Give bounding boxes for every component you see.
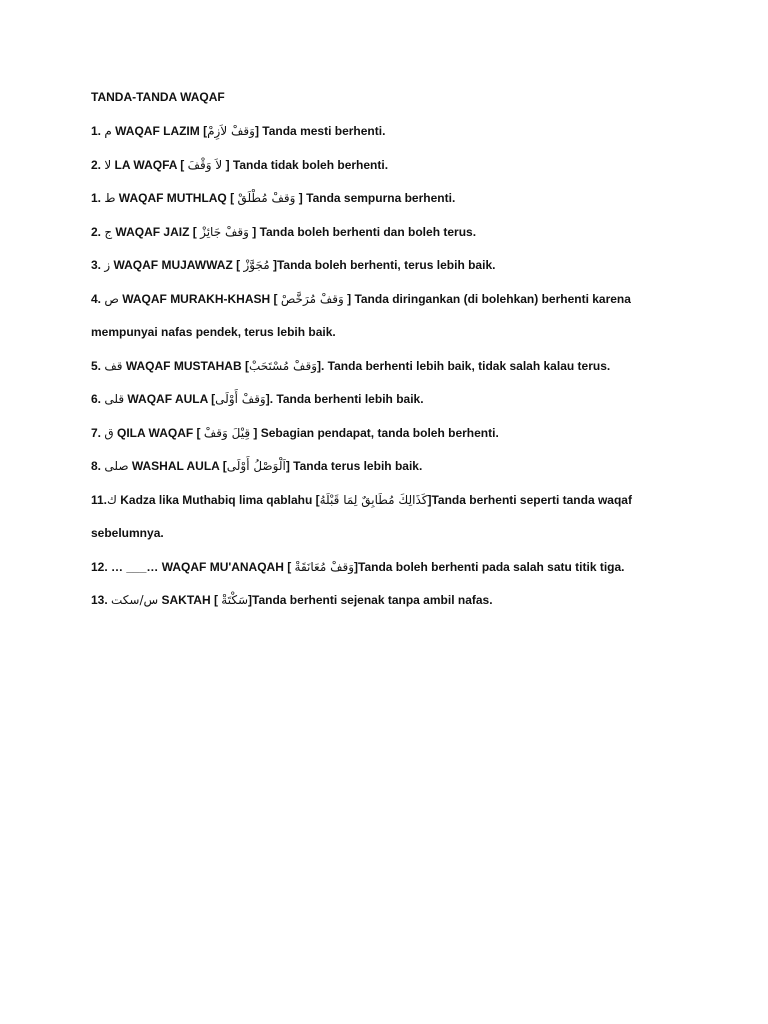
waqaf-line <box>91 122 691 140</box>
waqaf-description: ]Tanda berhenti seperti tanda waqaf <box>427 492 632 507</box>
waqaf-description: ]. Tanda berhenti lebih baik. <box>265 392 424 406</box>
line-number: 2. <box>91 224 105 239</box>
line-number: 12. <box>91 559 112 574</box>
waqaf-sign: س/سكت <box>111 593 159 607</box>
waqaf-description: ] Sebagian pendapat, tanda boleh berhenti. <box>250 425 499 440</box>
waqaf-name: WAQAF MURAKH-KHASH [ <box>118 291 281 306</box>
waqaf-arabic: وَقفْ مُعَانَقَةْ <box>294 559 355 574</box>
waqaf-name: LA WAQFA [ <box>111 157 188 172</box>
waqaf-arabic: اَلْوَصْلُ أَوْلَى <box>226 459 286 473</box>
line-number: 3. <box>91 258 105 272</box>
waqaf-sign: قلى <box>104 392 125 406</box>
waqaf-line <box>91 323 691 341</box>
waqaf-arabic: وَقفْ لاَزِمْ <box>207 124 255 138</box>
waqaf-line <box>91 189 691 207</box>
waqaf-arabic: وَقفْ جَائِزْ <box>200 224 249 239</box>
waqaf-line <box>91 256 691 274</box>
waqaf-name: WASHAL AULA [ <box>128 459 227 473</box>
document-body <box>91 88 691 625</box>
waqaf-name: WAQAF MUTHLAQ [ <box>115 191 238 205</box>
waqaf-description: ] Tanda diringankan (di bolehkan) berhenti karena <box>343 291 631 306</box>
waqaf-arabic: مُجَوَّزْ <box>243 258 270 272</box>
waqaf-line <box>91 424 691 442</box>
waqaf-line <box>91 558 691 576</box>
waqaf-name: Kadza lika Muthabiq lima qablahu [ <box>116 492 320 507</box>
waqaf-description: ] Tanda tidak boleh berhenti. <box>222 157 389 172</box>
waqaf-line <box>91 390 691 408</box>
waqaf-description: ]. Tanda berhenti lebih baik, tidak salah kalau terus. <box>317 358 611 373</box>
line-number: 6. <box>91 392 105 406</box>
line-number: 7. <box>91 425 105 440</box>
waqaf-name: … ___… WAQAF MU'ANAQAH [ <box>111 559 295 574</box>
waqaf-list <box>91 122 691 609</box>
waqaf-sign: لا <box>104 157 112 172</box>
line-number: 5. <box>91 358 105 373</box>
waqaf-description: ] Tanda boleh berhenti dan boleh terus. <box>248 224 477 239</box>
waqaf-description: ]Tanda boleh berhenti pada salah satu titik tiga. <box>354 559 625 574</box>
waqaf-description: ] Tanda sempurna berhenti. <box>295 191 456 205</box>
waqaf-arabic: كَذَالِكَ مُطَابِقٌ لِمَا قَبْلَهُ <box>319 492 428 507</box>
line-number: 13. <box>91 593 112 607</box>
waqaf-name: QILA WAQAF [ <box>113 425 204 440</box>
waqaf-description: ] Tanda terus lebih baik. <box>285 459 423 473</box>
waqaf-description: ] Tanda mesti berhenti. <box>254 124 386 138</box>
waqaf-sign: قف <box>104 358 123 373</box>
waqaf-arabic: وَقفْ مُرَخَّصْ <box>280 291 344 306</box>
waqaf-line <box>91 491 691 509</box>
waqaf-line <box>91 357 691 375</box>
waqaf-line <box>91 290 691 308</box>
waqaf-line <box>91 457 691 475</box>
line-number: 4. <box>91 291 105 306</box>
waqaf-line <box>91 524 691 542</box>
waqaf-line <box>91 223 691 241</box>
waqaf-name: WAQAF JAIZ [ <box>112 224 201 239</box>
waqaf-arabic: وَقفْ مُطْلَقْ <box>237 191 296 205</box>
waqaf-arabic: سَكْتَةْ <box>221 593 249 607</box>
line-number: 11. <box>91 492 108 507</box>
waqaf-description: ]Tanda berhenti sejenak tanpa ambil nafas. <box>248 593 493 607</box>
waqaf-arabic: قِيْلَ وَقفْ <box>203 425 251 440</box>
waqaf-name: SAKTAH [ <box>158 593 222 607</box>
line-number: 1. <box>91 124 105 138</box>
waqaf-line <box>91 156 691 174</box>
line-number: 2. <box>91 157 105 172</box>
waqaf-sign: ز <box>104 258 111 272</box>
waqaf-name: WAQAF LAZIM [ <box>111 124 208 138</box>
waqaf-sign: ص <box>104 291 119 306</box>
waqaf-name: WAQAF MUSTAHAB [ <box>122 358 249 373</box>
waqaf-sign: ج <box>104 224 113 239</box>
waqaf-arabic: وَقفْ أَوْلَى <box>215 392 266 406</box>
waqaf-arabic: وَقفْ مُسْتَحَبْ <box>248 358 318 373</box>
waqaf-name: WAQAF MUJAWWAZ [ <box>110 258 244 272</box>
waqaf-sign: صلى <box>104 459 129 473</box>
waqaf-sign: ك <box>107 492 117 507</box>
waqaf-sign: ط <box>104 191 116 205</box>
waqaf-description: sebelumnya. <box>91 526 164 540</box>
waqaf-description: ]Tanda boleh berhenti, terus lebih baik. <box>269 258 496 272</box>
waqaf-sign: م <box>104 124 112 138</box>
line-number: 8. <box>91 459 105 473</box>
document-title: TANDA-TANDA WAQAF <box>91 90 225 104</box>
waqaf-description: mempunyai nafas pendek, terus lebih baik. <box>91 325 336 339</box>
waqaf-line <box>91 591 691 609</box>
line-number: 1. <box>91 191 105 205</box>
waqaf-name: WAQAF AULA [ <box>124 392 216 406</box>
waqaf-sign: ق <box>104 425 114 440</box>
waqaf-arabic: لاَ وَقْفَ <box>187 157 223 172</box>
